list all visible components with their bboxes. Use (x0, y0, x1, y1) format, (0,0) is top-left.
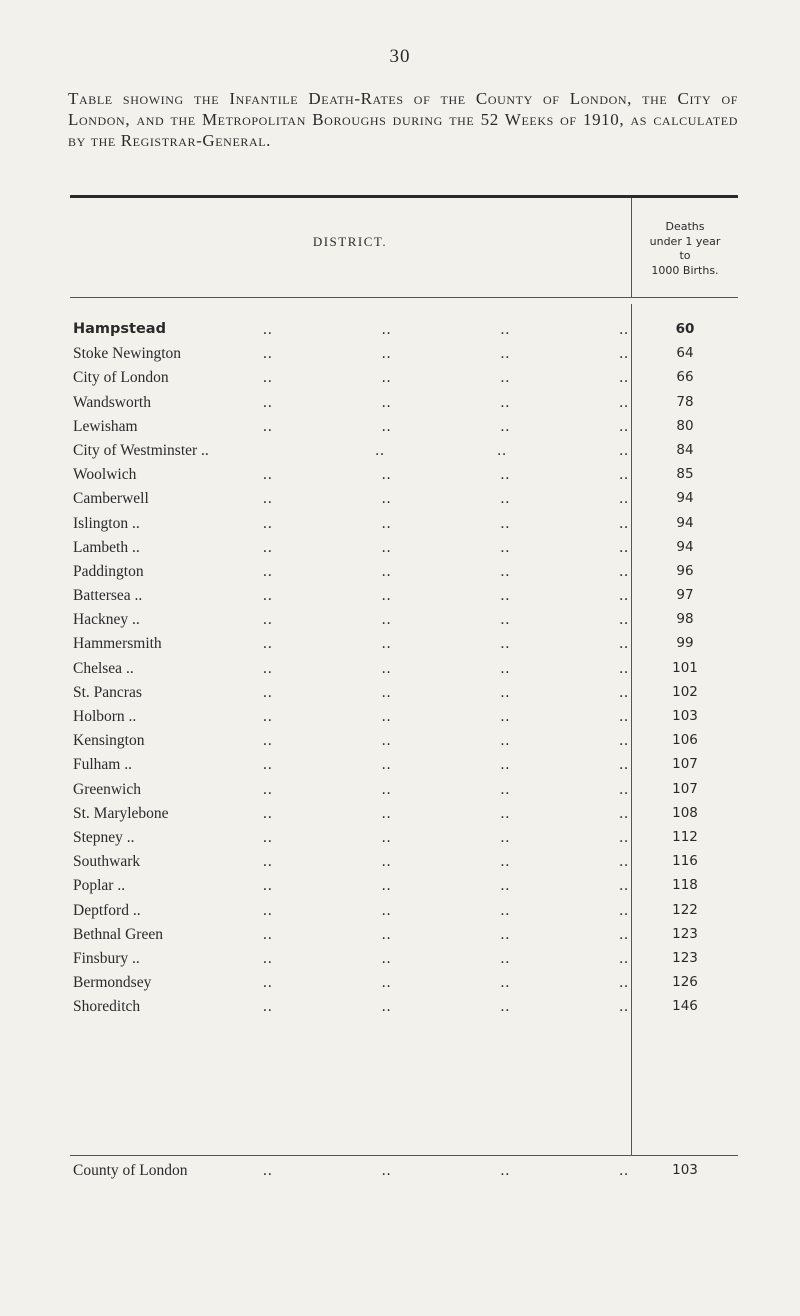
death-rate: 107 (672, 780, 698, 797)
district-name: Wandsworth (73, 393, 151, 411)
rate-header-line: under 1 year (649, 234, 721, 248)
dot-leaders: .. .. .. .. (263, 732, 629, 750)
table-row (73, 635, 737, 659)
district-name: Poplar .. (73, 877, 126, 895)
table-title: Table showing the Infantile Death-Rates of the County of London, the City of London, and the Metropolitan Boroughs during the 52 Weeks of 1910, as calculated by the Registrar-General. (68, 89, 738, 150)
dot-leaders: .. .. .. .. (263, 611, 629, 629)
death-rate: 94 (676, 514, 694, 531)
dot-leaders: .. .. .. .. (263, 562, 629, 580)
district-name: Woolwich (73, 466, 137, 484)
death-rate: 118 (672, 877, 698, 894)
dot-leaders: .. .. .. .. (263, 659, 629, 677)
dot-leaders: .. .. .. .. (263, 756, 629, 774)
district-name: Hammersmith (73, 635, 162, 653)
district-name: Stoke Newington (73, 345, 182, 363)
district-name: St. Marylebone (73, 804, 169, 822)
district-name: Chelsea .. (73, 659, 134, 677)
dot-leaders: .. .. .. .. (263, 708, 629, 725)
death-rate: 80 (676, 417, 694, 434)
district-name: Holborn .. (73, 708, 137, 725)
death-rate: 97 (676, 587, 694, 604)
table-row (73, 684, 737, 708)
district-name: Stepney .. (73, 828, 135, 846)
death-rate: 101 (672, 659, 698, 676)
table-row (73, 345, 737, 369)
death-rate: 60 (675, 321, 695, 337)
dot-leaders: .. .. .. .. (263, 828, 629, 846)
table-row (73, 539, 737, 563)
death-rate: 107 (672, 756, 698, 773)
district-name: Fulham .. (73, 756, 132, 774)
dot-leaders: .. .. .. .. (263, 949, 629, 967)
district-name: Lambeth .. (73, 538, 140, 556)
dot-leaders: .. .. .. .. (263, 538, 629, 556)
table-row (73, 515, 737, 539)
death-rate: 102 (672, 683, 698, 700)
district-name: Hampstead (73, 321, 166, 337)
district-name: Finsbury .. (73, 949, 140, 967)
table-row (73, 660, 737, 684)
dot-leaders: .. .. .. .. (263, 1162, 629, 1179)
death-rate: 66 (676, 369, 694, 386)
dot-leaders: .. .. .. .. (263, 345, 629, 363)
death-rate: 64 (676, 345, 694, 362)
page-number: 30 (389, 46, 411, 67)
death-rate: 123 (672, 949, 698, 966)
district-name: City of London (73, 369, 169, 387)
death-rate: 85 (676, 466, 694, 483)
dot-leaders: .. .. .. .. (263, 466, 629, 484)
death-rate: 84 (676, 441, 694, 458)
dot-leaders: .. .. .. .. (263, 780, 629, 798)
dot-leaders: .. .. .. .. (263, 369, 629, 387)
table-row (73, 466, 737, 490)
death-rate: 108 (672, 804, 698, 821)
district-name: Islington .. (73, 514, 140, 532)
table-row (73, 781, 737, 805)
death-rate: 94 (676, 538, 694, 555)
death-rate: 98 (676, 611, 694, 628)
death-rate: 96 (676, 562, 694, 579)
table-body (73, 321, 737, 1022)
table-row (73, 321, 737, 345)
district-name: Lewisham (73, 417, 138, 435)
total-district-name: County of London (73, 1162, 188, 1179)
dot-leaders: .. .. .. .. (263, 804, 629, 822)
district-name: Camberwell (73, 490, 149, 508)
dot-leaders: .. .. .. .. (263, 998, 629, 1016)
dot-leaders: .. .. .. .. (263, 393, 629, 411)
district-name: Paddington (73, 562, 144, 580)
table-row (73, 805, 737, 829)
table-row (73, 418, 737, 442)
rate-header-line: to (679, 249, 691, 262)
death-rate: 116 (672, 853, 698, 870)
table-row (73, 950, 737, 974)
district-name: Southwark (73, 853, 141, 871)
table-row (73, 998, 737, 1022)
death-rate: 123 (672, 925, 698, 942)
district-name: Battersea .. (73, 587, 143, 605)
table-row (73, 563, 737, 587)
table-row (73, 708, 737, 732)
table-row (73, 394, 737, 418)
district-name: Bethnal Green (73, 925, 163, 943)
table-row (73, 902, 737, 926)
dot-leaders: .. .. .. .. (263, 321, 629, 338)
dot-leaders: .. .. .. .. (263, 974, 629, 992)
table-row (73, 369, 737, 393)
table-row (73, 756, 737, 780)
death-rate: 112 (672, 828, 698, 845)
dot-leaders: .. .. .. .. (263, 877, 629, 895)
rate-column-header (632, 220, 738, 278)
header-rule (70, 297, 738, 298)
table-row (73, 611, 737, 635)
district-name: Deptford .. (73, 901, 141, 919)
district-name: Bermondsey (73, 974, 152, 992)
district-name: St. Pancras (73, 683, 142, 701)
district-name: City of Westminster .. (73, 441, 209, 459)
dot-leaders: .. .. .. .. (263, 853, 629, 871)
death-rate: 122 (672, 901, 698, 918)
table-row (73, 926, 737, 950)
rate-header-line: 1000 Births. (651, 263, 719, 277)
district-name: Greenwich (73, 780, 141, 798)
district-column-header: DISTRICT. (312, 234, 388, 249)
death-rate: 94 (676, 490, 694, 507)
dot-leaders: .. .. .. .. (263, 417, 629, 435)
table-row (73, 853, 737, 877)
table-row (73, 974, 737, 998)
total-death-rate: 103 (672, 1162, 698, 1178)
district-name: Shoreditch (73, 998, 141, 1016)
district-name: Hackney .. (73, 611, 140, 629)
death-rate: 78 (676, 393, 694, 410)
total-rule (70, 1155, 738, 1156)
top-rule (70, 195, 738, 198)
table-row (73, 732, 737, 756)
dot-leaders: .. .. .. .. (263, 514, 629, 532)
district-name: Kensington (73, 732, 145, 750)
death-rate: 106 (672, 732, 698, 749)
dot-leaders: .. .. .. .. (263, 587, 629, 605)
death-rate: 126 (672, 974, 698, 991)
death-rate: 103 (672, 708, 698, 724)
total-row (73, 1162, 737, 1186)
dot-leaders: .. .. .. .. (263, 490, 629, 508)
death-rate: 146 (672, 998, 698, 1015)
dot-leaders: .. .. .. .. (263, 635, 629, 653)
table-row (73, 587, 737, 611)
dot-leaders: .. .. .. .. (263, 683, 629, 701)
table-row (73, 877, 737, 901)
dot-leaders: .. .. .. .. (263, 925, 629, 943)
dot-leaders: .. .. .. .. (263, 901, 629, 919)
table-row (73, 442, 737, 466)
death-rate: 99 (676, 635, 694, 652)
table-row (73, 490, 737, 514)
rate-header-line: Deaths (665, 220, 705, 233)
table-row (73, 829, 737, 853)
dot-leaders: .. .. .. (375, 441, 629, 459)
